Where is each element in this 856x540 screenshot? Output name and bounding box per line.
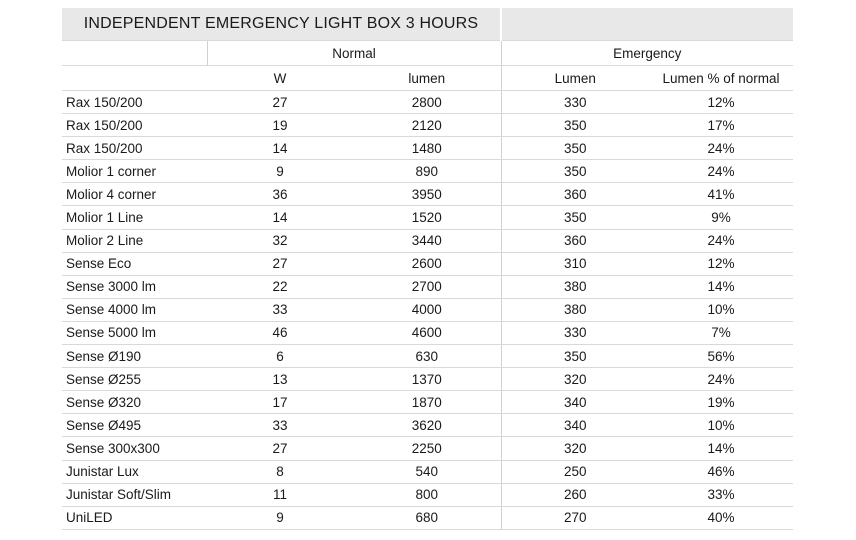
cell-em_lumen: 250	[501, 460, 649, 483]
table-row	[62, 298, 793, 321]
cell-lumen: 1370	[353, 368, 501, 391]
cell-em_lumen: 310	[501, 252, 649, 275]
cell-lumen: 2250	[353, 437, 501, 460]
group-header-row	[62, 41, 793, 66]
cell-lumen: 1870	[353, 391, 501, 414]
cell-product: Molior 1 corner	[62, 160, 207, 183]
column-header-lumen-percent: Lumen % of normal	[649, 66, 793, 91]
cell-lumen: 630	[353, 345, 501, 368]
cell-watt: 14	[207, 206, 353, 229]
cell-product: Rax 150/200	[62, 91, 207, 114]
cell-watt: 46	[207, 321, 353, 344]
cell-lumen: 800	[353, 483, 501, 506]
cell-watt: 13	[207, 368, 353, 391]
column-header-emergency-lumen: Lumen	[501, 66, 649, 91]
cell-product: Sense 300x300	[62, 437, 207, 460]
cell-watt: 19	[207, 114, 353, 137]
cell-lumen: 680	[353, 506, 501, 529]
cell-em_pct: 19%	[649, 391, 793, 414]
cell-em_pct: 24%	[649, 229, 793, 252]
cell-em_pct: 40%	[649, 506, 793, 529]
table-body	[62, 91, 793, 530]
cell-em_pct: 7%	[649, 321, 793, 344]
cell-em_pct: 12%	[649, 252, 793, 275]
cell-product: Molior 2 Line	[62, 229, 207, 252]
table-row	[62, 252, 793, 275]
cell-watt: 9	[207, 506, 353, 529]
cell-em_lumen: 340	[501, 391, 649, 414]
cell-em_lumen: 320	[501, 368, 649, 391]
cell-product: Rax 150/200	[62, 114, 207, 137]
table-row	[62, 91, 793, 114]
cell-em_lumen: 330	[501, 91, 649, 114]
cell-watt: 27	[207, 91, 353, 114]
cell-em_lumen: 350	[501, 345, 649, 368]
column-header-product	[62, 66, 207, 91]
group-header-normal: Normal	[207, 41, 501, 66]
cell-em_pct: 14%	[649, 275, 793, 298]
cell-em_pct: 24%	[649, 368, 793, 391]
cell-em_lumen: 330	[501, 321, 649, 344]
cell-product: Sense Ø495	[62, 414, 207, 437]
table-row	[62, 368, 793, 391]
cell-em_pct: 12%	[649, 91, 793, 114]
cell-watt: 11	[207, 483, 353, 506]
cell-watt: 17	[207, 391, 353, 414]
cell-em_lumen: 350	[501, 114, 649, 137]
cell-product: Molior 1 Line	[62, 206, 207, 229]
cell-watt: 33	[207, 298, 353, 321]
table-title-row	[62, 8, 793, 41]
cell-em_pct: 56%	[649, 345, 793, 368]
cell-watt: 8	[207, 460, 353, 483]
cell-em_lumen: 350	[501, 137, 649, 160]
table-row	[62, 345, 793, 368]
cell-em_pct: 24%	[649, 160, 793, 183]
cell-product: Rax 150/200	[62, 137, 207, 160]
table-row	[62, 506, 793, 529]
cell-lumen: 540	[353, 460, 501, 483]
cell-product: Sense 5000 lm	[62, 321, 207, 344]
cell-em_pct: 9%	[649, 206, 793, 229]
cell-watt: 22	[207, 275, 353, 298]
cell-watt: 9	[207, 160, 353, 183]
group-header-empty	[62, 41, 207, 66]
cell-em_lumen: 380	[501, 275, 649, 298]
emergency-light-table	[62, 8, 793, 530]
column-header-lumen: lumen	[353, 66, 501, 91]
cell-product: Sense 4000 lm	[62, 298, 207, 321]
cell-product: Sense Ø255	[62, 368, 207, 391]
cell-lumen: 1520	[353, 206, 501, 229]
page-title: INDEPENDENT EMERGENCY LIGHT BOX 3 HOURS	[62, 8, 501, 41]
cell-lumen: 2800	[353, 91, 501, 114]
cell-em_pct: 14%	[649, 437, 793, 460]
table-row	[62, 483, 793, 506]
column-header-watt: W	[207, 66, 353, 91]
cell-lumen: 3440	[353, 229, 501, 252]
cell-em_lumen: 270	[501, 506, 649, 529]
cell-lumen: 2600	[353, 252, 501, 275]
table-row	[62, 391, 793, 414]
cell-product: UniLED	[62, 506, 207, 529]
cell-lumen: 4000	[353, 298, 501, 321]
table-row	[62, 206, 793, 229]
cell-watt: 36	[207, 183, 353, 206]
column-header-row	[62, 66, 793, 91]
table-row	[62, 183, 793, 206]
table-row	[62, 437, 793, 460]
cell-product: Molior 4 corner	[62, 183, 207, 206]
cell-product: Sense 3000 lm	[62, 275, 207, 298]
table-row	[62, 160, 793, 183]
cell-em_pct: 41%	[649, 183, 793, 206]
table-row	[62, 137, 793, 160]
cell-em_lumen: 350	[501, 206, 649, 229]
cell-em_lumen: 350	[501, 160, 649, 183]
cell-lumen: 3620	[353, 414, 501, 437]
cell-em_pct: 33%	[649, 483, 793, 506]
table-row	[62, 275, 793, 298]
cell-product: Junistar Soft/Slim	[62, 483, 207, 506]
cell-em_lumen: 260	[501, 483, 649, 506]
cell-watt: 27	[207, 252, 353, 275]
cell-em_lumen: 340	[501, 414, 649, 437]
table-row	[62, 414, 793, 437]
cell-watt: 33	[207, 414, 353, 437]
cell-em_pct: 24%	[649, 137, 793, 160]
cell-em_pct: 10%	[649, 298, 793, 321]
cell-watt: 27	[207, 437, 353, 460]
cell-product: Sense Eco	[62, 252, 207, 275]
cell-em_pct: 17%	[649, 114, 793, 137]
cell-em_lumen: 360	[501, 183, 649, 206]
group-header-emergency: Emergency	[501, 41, 793, 66]
cell-lumen: 4600	[353, 321, 501, 344]
cell-em_lumen: 380	[501, 298, 649, 321]
cell-product: Sense Ø190	[62, 345, 207, 368]
table-row	[62, 114, 793, 137]
table-row	[62, 460, 793, 483]
cell-em_pct: 10%	[649, 414, 793, 437]
cell-em_lumen: 360	[501, 229, 649, 252]
cell-em_lumen: 320	[501, 437, 649, 460]
cell-lumen: 2700	[353, 275, 501, 298]
cell-lumen: 3950	[353, 183, 501, 206]
cell-watt: 6	[207, 345, 353, 368]
cell-lumen: 890	[353, 160, 501, 183]
table-row	[62, 321, 793, 344]
cell-watt: 14	[207, 137, 353, 160]
cell-lumen: 2120	[353, 114, 501, 137]
cell-product: Junistar Lux	[62, 460, 207, 483]
table-row	[62, 229, 793, 252]
title-bar-right-segment	[501, 8, 793, 41]
cell-watt: 32	[207, 229, 353, 252]
cell-product: Sense Ø320	[62, 391, 207, 414]
cell-em_pct: 46%	[649, 460, 793, 483]
cell-lumen: 1480	[353, 137, 501, 160]
